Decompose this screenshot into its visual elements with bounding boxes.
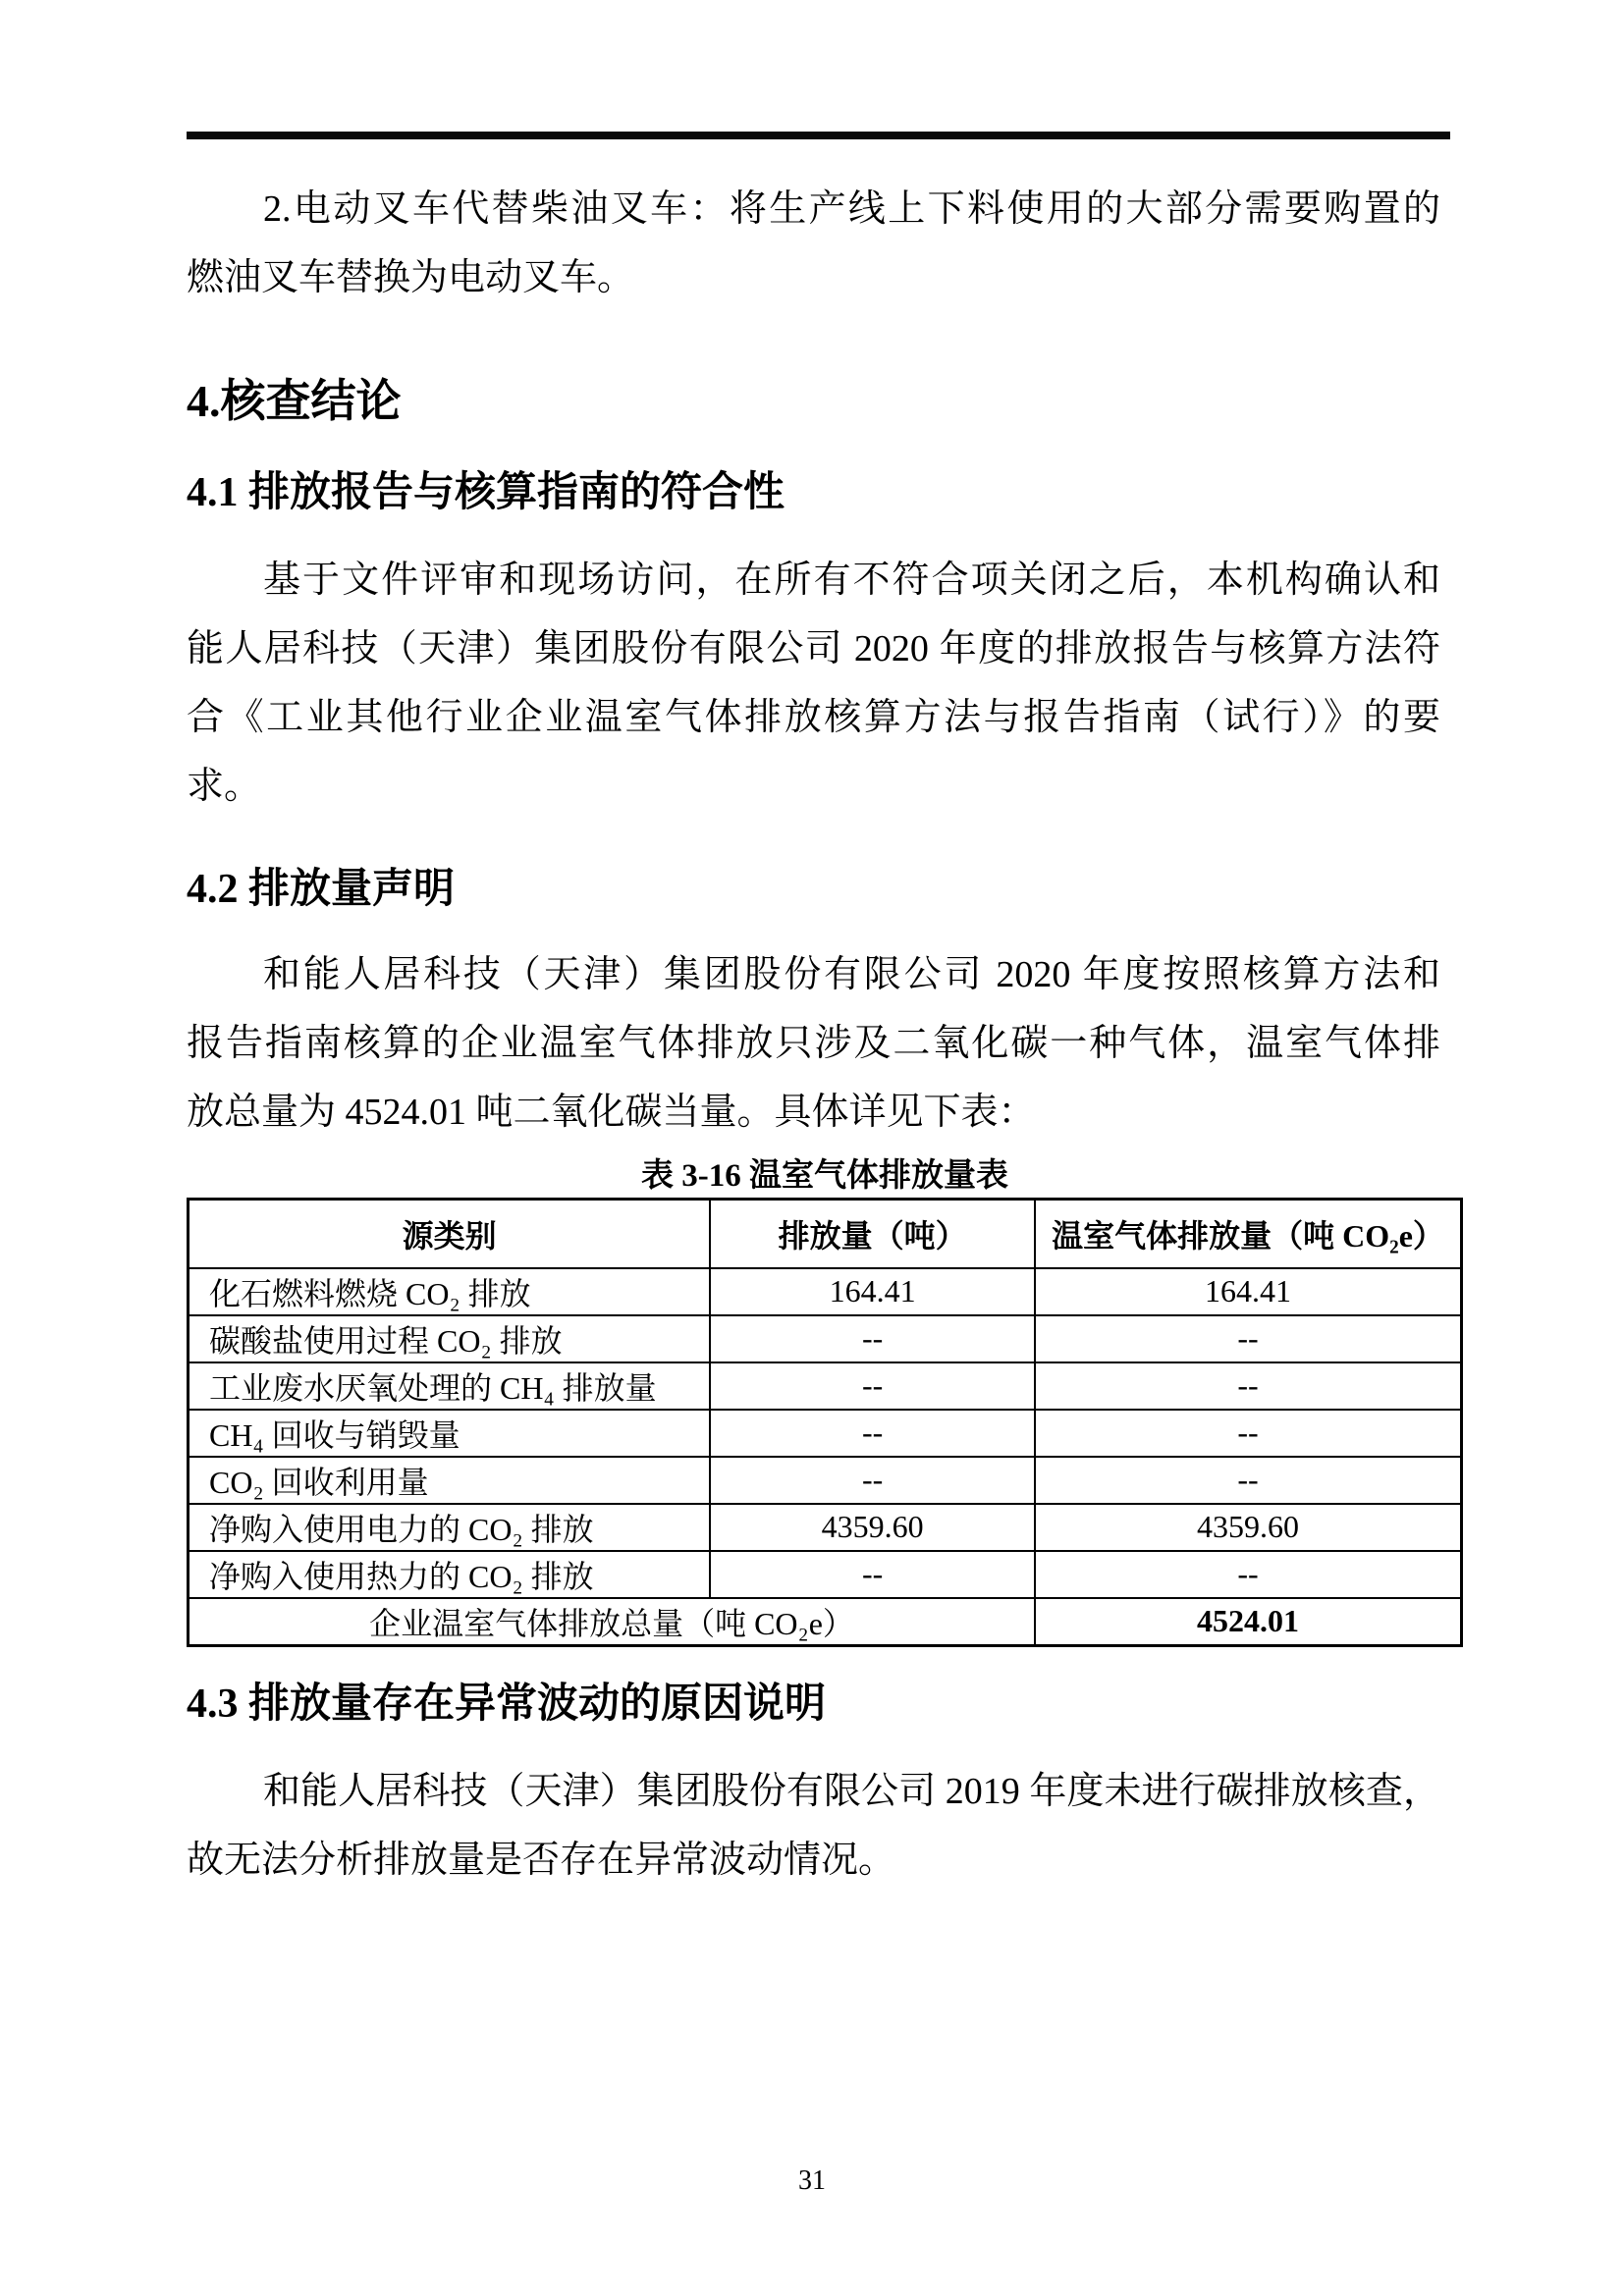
- emission-value: --: [710, 1551, 1035, 1598]
- table-header-row: [189, 1200, 1462, 1268]
- paragraph-line: 和能人居科技（天津）集团股份有限公司 2020 年度按照核算方法和: [263, 954, 1440, 995]
- table-caption: 表 3-16 温室气体排放量表: [641, 1158, 1008, 1194]
- total-label: 企业温室气体排放总量（吨 CO₂e）: [189, 1598, 1036, 1646]
- table-row: [189, 1504, 1462, 1551]
- page-number: 31: [798, 2165, 826, 2196]
- table-row: [189, 1457, 1462, 1504]
- paragraph-line: 燃油叉车替换为电动叉车。: [187, 257, 635, 298]
- emission-value: --: [710, 1362, 1035, 1410]
- section-heading-4: 4.核查结论: [187, 376, 402, 426]
- ghg-emissions-table: [187, 1198, 1463, 1647]
- ghg-value: --: [1035, 1410, 1462, 1457]
- total-value: 4524.01: [1035, 1598, 1462, 1646]
- paragraph-line: 2.电动叉车代替柴油叉车：将生产线上下料使用的大部分需要购置的: [263, 188, 1440, 230]
- table-row: [189, 1268, 1462, 1315]
- emission-value: --: [710, 1457, 1035, 1504]
- paragraph-line: 能人居科技（天津）集团股份有限公司 2020 年度的排放报告与核算方法符: [187, 628, 1440, 669]
- table-row: [189, 1551, 1462, 1598]
- paragraph-line: 故无法分析排放量是否存在异常波动情况。: [187, 1840, 896, 1881]
- paragraph-line: 合《工业其他行业企业温室气体排放核算方法与报告指南（试行）》的要: [187, 697, 1440, 738]
- source-label: 净购入使用电力的 CO₂ 排放: [189, 1504, 711, 1551]
- table-row: [189, 1362, 1462, 1410]
- source-label: CO₂ 回收利用量: [189, 1457, 711, 1504]
- intro-paragraph: [187, 175, 1440, 312]
- ghg-value: --: [1035, 1551, 1462, 1598]
- ghg-value: --: [1035, 1457, 1462, 1504]
- emission-value: --: [710, 1410, 1035, 1457]
- ghg-value: 164.41: [1035, 1268, 1462, 1315]
- column-header-source: 源类别: [189, 1200, 711, 1268]
- column-header-emission: 排放量（吨）: [710, 1200, 1035, 1268]
- header-rule: [187, 132, 1450, 139]
- emission-value: --: [710, 1315, 1035, 1362]
- paragraph-line: 放总量为 4524.01 吨二氧化碳当量。具体详见下表：: [187, 1092, 1036, 1133]
- source-label: 化石燃料燃烧 CO₂ 排放: [189, 1268, 711, 1315]
- paragraph-line: 和能人居科技（天津）集团股份有限公司 2019 年度未进行碳排放核查，: [263, 1771, 1440, 1812]
- section-4-2-paragraph: [187, 940, 1440, 1147]
- table-row: [189, 1315, 1462, 1362]
- paragraph-line: 基于文件评审和现场访问，在所有不符合项关闭之后，本机构确认和: [263, 560, 1440, 601]
- source-label: 净购入使用热力的 CO₂ 排放: [189, 1551, 711, 1598]
- paragraph-line: 报告指南核算的企业温室气体排放只涉及二氧化碳一种气体，温室气体排: [187, 1023, 1440, 1064]
- table-total-row: [189, 1598, 1462, 1646]
- section-heading-4-1: 4.1 排放报告与核算指南的符合性: [187, 470, 785, 515]
- column-header-ghg: 温室气体排放量（吨 CO₂e）: [1035, 1200, 1462, 1268]
- source-label: 碳酸盐使用过程 CO₂ 排放: [189, 1315, 711, 1362]
- source-label: 工业废水厌氧处理的 CH₄ 排放量: [189, 1362, 711, 1410]
- paragraph-line: 求。: [187, 766, 262, 807]
- section-heading-4-2: 4.2 排放量声明: [187, 867, 456, 912]
- section-heading-4-3: 4.3 排放量存在异常波动的原因说明: [187, 1682, 827, 1727]
- emission-value: 4359.60: [710, 1504, 1035, 1551]
- section-4-1-paragraph: [187, 546, 1440, 821]
- ghg-value: 4359.60: [1035, 1504, 1462, 1551]
- source-label: CH₄ 回收与销毁量: [189, 1410, 711, 1457]
- table-row: [189, 1410, 1462, 1457]
- ghg-value: --: [1035, 1315, 1462, 1362]
- section-4-3-paragraph: [187, 1757, 1440, 1895]
- ghg-value: --: [1035, 1362, 1462, 1410]
- emission-value: 164.41: [710, 1268, 1035, 1315]
